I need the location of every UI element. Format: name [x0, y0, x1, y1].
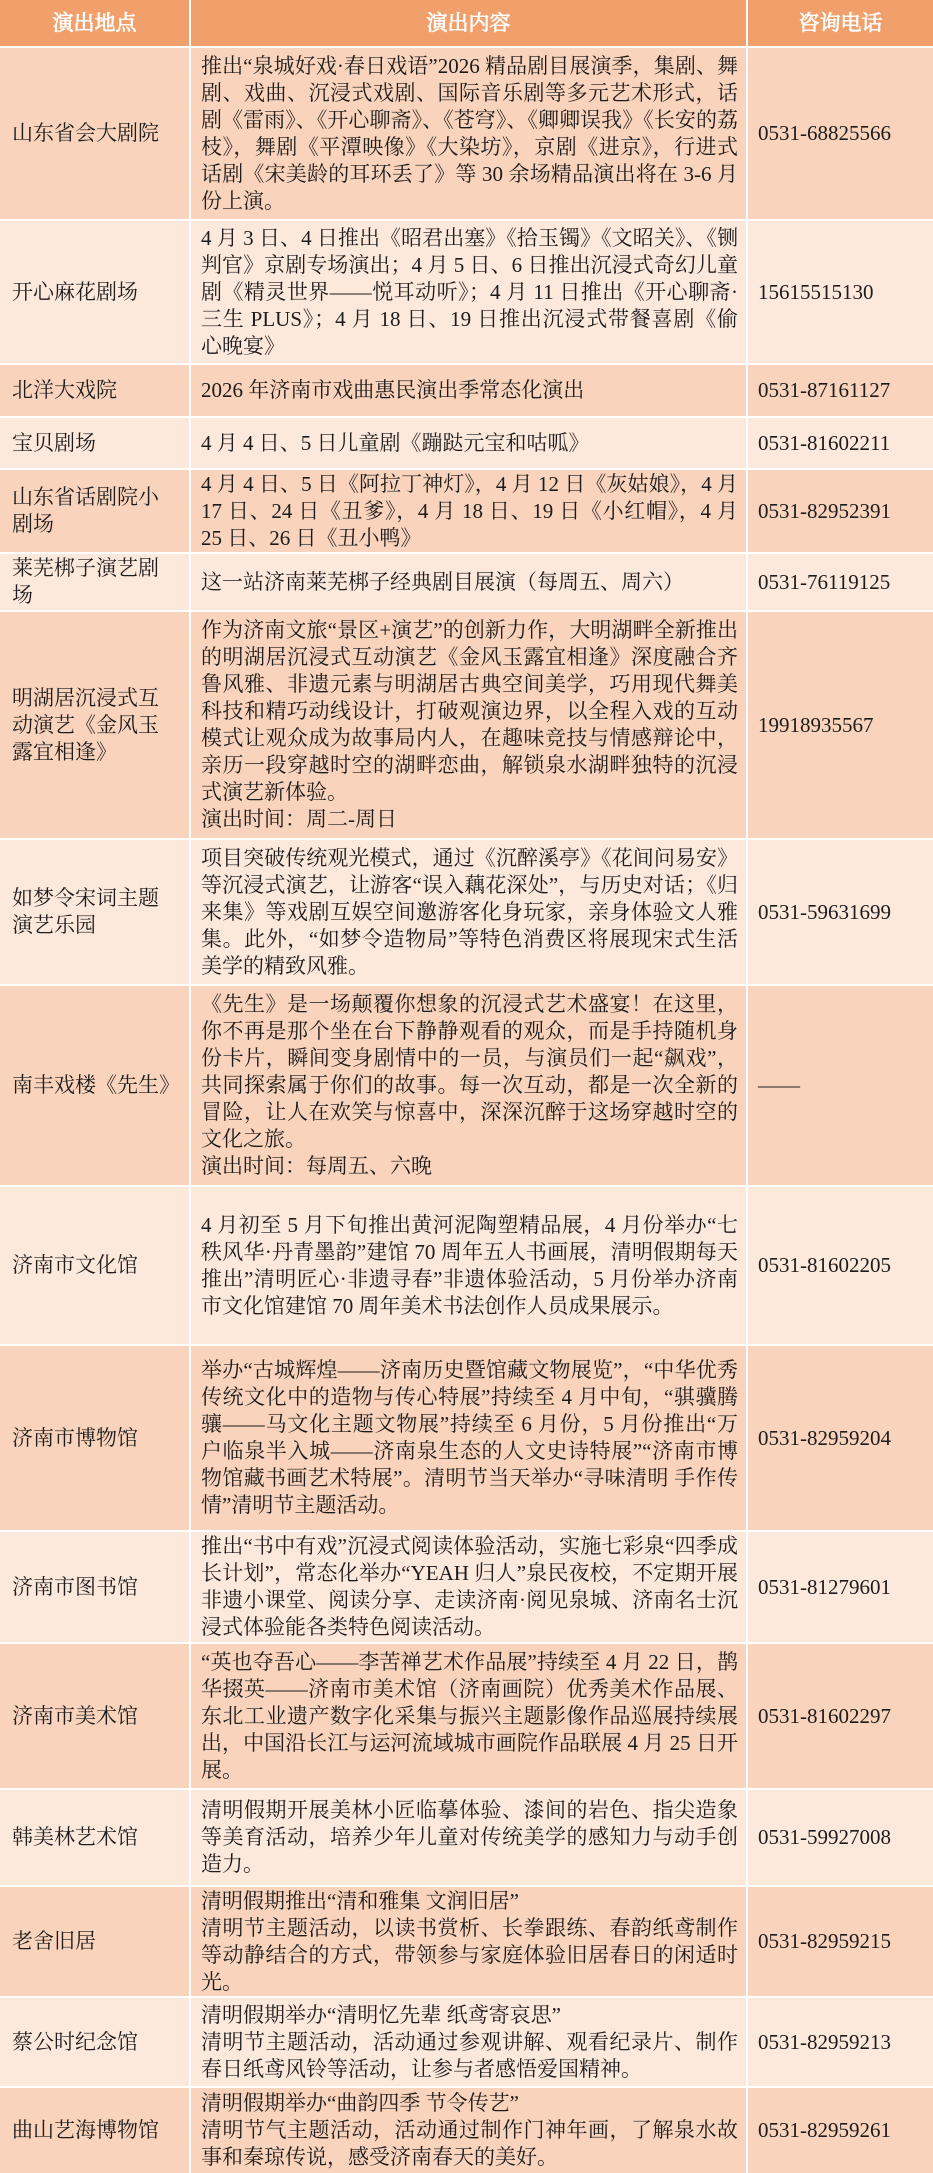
content-text: 项目突破传统观光模式，通过《沉醉溪亭》《花间问易安》等沉浸式演艺，让游客“误入藕花深处”，与历史对话；《归来集》等戏剧互娱空间邀游客化身玩家，亲身体验文人雅集。此外，“如梦令造物局”等特色消费区将展现宋式生活美学的精致风雅。 — [201, 845, 738, 978]
venue-name: 曲山艺海博物馆 — [12, 2118, 159, 2142]
content-text: 举办“古城辉煌——济南历史暨馆藏文物展览”，“中华优秀传统文化中的造物与传心特展”持续至 4 月中旬，“骐骥腾骧——马文化主题文物展”持续至 6 月份，5 月份推出“万户临泉半入城——济南泉生态的人文史诗特展”“济南市博物馆藏书画艺术特展”。清明节当天举办“寻味清明 手作传情”清明节主题活动。 — [201, 1358, 738, 1517]
content-cell — [191, 1887, 746, 1996]
event-title-text: 清明假期举办“曲韵四季 节令传艺” — [201, 2091, 519, 2115]
phone-number: —— — [758, 1073, 800, 1097]
content-text: 《先生》是一场颠覆你想象的沉浸式艺术盛宴！在这里，你不再是那个坐在台下静静观看的观众，而是手持随机身份卡片，瞬间变身剧情中的一员，与演员们一起“飙戏”，共同探索属于你们的故事。每一次互动，都是一次全新的冒险，让人在欢笑与惊喜中，深深沉醉于这场穿越时空的文化之旅。 — [201, 992, 738, 1151]
venue-name: 宝贝剧场 — [12, 430, 96, 455]
venue-name: 开心麻花剧场 — [12, 279, 138, 304]
content-cell — [191, 554, 746, 610]
venue-cell — [0, 554, 189, 610]
venue-name: 韩美林艺术馆 — [12, 1825, 138, 1849]
header-phone — [748, 0, 933, 46]
header-venue-label: 演出地点 — [52, 10, 137, 35]
event-title-text: 清明假期举办“清明忆先辈 纸鸢寄哀思” — [201, 2002, 561, 2027]
phone-cell — [748, 1644, 933, 1788]
content-text: 4 月 4 日、5 日《阿拉丁神灯》，4 月 12 日《灰姑娘》，4 月 17 日、24 日《丑爹》，4 月 18 日、19 日《小红帽》，4 月 25 日、26 日《丑小鸭》 — [201, 471, 738, 550]
content-text: 这一站济南莱芜梆子经典剧目展演（每周五、周六） — [201, 569, 684, 594]
phone-cell — [748, 1187, 933, 1344]
venue-name: 莱芜梆子演艺剧场 — [12, 556, 159, 607]
content-text: 推出“泉城好戏·春日戏语”2026 精品剧目展演季，集剧、舞剧、戏曲、沉浸式戏剧、国际音乐剧等多元艺术形式，话剧《雷雨》、《开心聊斋》、《苍穹》、《卿卿误我》《长安的荔枝》，舞剧《平潭映像》《大染坊》，京剧《进京》，行进式话剧《宋美龄的耳环丢了》等 30 余场精品演出将在 3-6 月份上演。 — [201, 53, 738, 213]
phone-number: 0531-59927008 — [758, 1825, 891, 1849]
venue-cell — [0, 365, 189, 416]
content-text: 清明节主题活动，活动通过参观讲解、观看纪录片、制作春日纸鸢风铃等活动，让参与者感悟爱国精神。 — [201, 2029, 738, 2081]
phone-cell — [748, 1790, 933, 1885]
content-text: 作为济南文旅“景区+演艺”的创新力作，大明湖畔全新推出的明湖居沉浸式互动演艺《金风玉露宜相逢》深度融合齐鲁风雅、非遗元素与明湖居古典空间美学，巧用现代舞美科技和精巧动线设计，打破观演边界，以全程入戏的互动模式让观众成为故事局内人，在趣味竞技与情感辩论中，亲历一段穿越时空的湖畔恋曲，解锁泉水湖畔独特的沉浸式演艺新体验。 — [201, 618, 738, 804]
content-text: 4 月初至 5 月下旬推出黄河泥陶塑精品展，4 月份举办“七秩风华·丹青墨韵”建馆 70 周年五人书画展，清明假期每天推出”清明匠心·非遗寻春”非遗体验活动，5 月份举办济南市文化馆建馆 70 周年美术书法创作人员成果展示。 — [201, 1212, 738, 1318]
content-text: 2026 年济南市戏曲惠民演出季常态化演出 — [201, 378, 585, 402]
header-phone-label: 咨询电话 — [798, 10, 883, 35]
content-cell — [191, 986, 746, 1185]
venue-name: 济南市文化馆 — [12, 1253, 138, 1277]
phone-cell — [748, 1346, 933, 1530]
show-time-text: 演出时间：每周五、六晚 — [201, 1154, 432, 1178]
venue-cell — [0, 470, 189, 552]
header-content-label: 演出内容 — [426, 10, 511, 35]
content-cell — [191, 470, 746, 552]
event-title-text: 清明假期推出“清和雅集 文润旧居” — [201, 1888, 519, 1913]
venue-name: 济南市图书馆 — [12, 1574, 138, 1599]
venue-cell — [0, 1998, 189, 2086]
content-cell — [191, 48, 746, 219]
phone-cell — [748, 470, 933, 552]
phone-cell — [748, 418, 933, 468]
phone-number: 0531-59631699 — [758, 899, 891, 924]
venue-cell — [0, 418, 189, 468]
header-content — [191, 0, 746, 46]
venue-name: 山东省话剧院小剧场 — [12, 485, 159, 536]
phone-cell — [748, 2088, 933, 2173]
venue-cell — [0, 1532, 189, 1642]
venue-cell — [0, 221, 189, 363]
phone-number: 0531-76119125 — [758, 569, 891, 594]
venue-cell — [0, 1644, 189, 1788]
phone-number: 0531-81602211 — [758, 430, 891, 455]
content-cell — [191, 1346, 746, 1530]
venue-cell — [0, 1187, 189, 1344]
content-text: 推出“书中有戏”沉浸式阅读体验活动，实施七彩泉“四季成长计划”，常态化举办“YEAH 归人”泉民夜校，不定期开展非遗小课堂、阅读分享、走读济南·阅见泉城、济南名士沉浸式体验能各类特色阅读活动。 — [201, 1534, 738, 1639]
phone-number: 0531-82959213 — [758, 2029, 891, 2054]
content-text: 清明假期开展美林小匠临摹体验、漆间的岩色、指尖造象等美育活动，培养少年儿童对传统美学的感知力与动手创造力。 — [201, 1798, 738, 1876]
content-text: 清明节主题活动，以读书赏析、长拳跟练、春韵纸鸢制作等动静结合的方式，带领参与家庭体验旧居春日的闲适时光。 — [201, 1915, 738, 1994]
content-cell — [191, 1998, 746, 2086]
phone-cell — [748, 365, 933, 416]
phone-number: 0531-82959215 — [758, 1929, 891, 1953]
phone-cell — [748, 48, 933, 219]
venue-cell — [0, 1887, 189, 1996]
phone-number: 19918935567 — [758, 712, 874, 737]
venue-name: 济南市美术馆 — [12, 1703, 138, 1728]
phone-cell — [748, 612, 933, 838]
phone-number: 0531-81602205 — [758, 1253, 891, 1277]
venue-name: 蔡公时纪念馆 — [12, 2029, 138, 2054]
venue-name: 老舍旧居 — [12, 1929, 96, 1953]
content-cell — [191, 365, 746, 416]
venue-name: 明湖居沉浸式互动演艺《金风玉露宜相逢》 — [12, 685, 159, 764]
venue-cell — [0, 48, 189, 219]
venue-name: 济南市博物馆 — [12, 1425, 138, 1450]
header-venue — [0, 0, 189, 46]
content-text: 4 月 4 日、5 日儿童剧《蹦跶元宝和咕呱》 — [201, 430, 590, 455]
phone-number: 0531-68825566 — [758, 121, 891, 145]
content-cell — [191, 840, 746, 984]
phone-number: 15615515130 — [758, 279, 874, 304]
content-cell — [191, 1532, 746, 1642]
content-cell — [191, 1644, 746, 1788]
content-cell — [191, 2088, 746, 2173]
phone-number: 0531-82959204 — [758, 1425, 891, 1450]
venue-cell — [0, 1346, 189, 1530]
venue-name: 北洋大戏院 — [12, 378, 117, 402]
content-cell — [191, 221, 746, 363]
phone-number: 0531-81602297 — [758, 1703, 891, 1728]
phone-cell — [748, 1887, 933, 1996]
phone-cell — [748, 1998, 933, 2086]
venue-cell — [0, 840, 189, 984]
venue-name: 南丰戏楼《先生》 — [12, 1073, 180, 1097]
phone-cell — [748, 221, 933, 363]
phone-cell — [748, 554, 933, 610]
content-cell — [191, 1187, 746, 1344]
venue-name: 如梦令宋词主题演艺乐园 — [12, 886, 159, 937]
phone-number: 0531-82952391 — [758, 498, 891, 523]
content-cell — [191, 612, 746, 838]
phone-cell — [748, 986, 933, 1185]
phone-number: 0531-87161127 — [758, 378, 891, 402]
content-cell — [191, 418, 746, 468]
venue-cell — [0, 612, 189, 838]
venue-cell — [0, 2088, 189, 2173]
phone-number: 0531-82959261 — [758, 2118, 891, 2142]
phone-cell — [748, 840, 933, 984]
content-text: 清明节气主题活动，活动通过制作门神年画，了解泉水故事和秦琼传说，感受济南春天的美好。 — [201, 2118, 738, 2169]
venue-cell — [0, 1790, 189, 1885]
venue-cell — [0, 986, 189, 1185]
phone-cell — [748, 1532, 933, 1642]
content-cell — [191, 1790, 746, 1885]
phone-number: 0531-81279601 — [758, 1574, 891, 1599]
show-time-text: 演出时间：周二-周日 — [201, 807, 397, 831]
content-text: “英也夺吾心——李苦禅艺术作品展”持续至 4 月 22 日，鹊华掇英——济南市美术馆（济南画院）优秀美术作品展、东北工业遗产数字化采集与振兴主题影像作品巡展持续展出，中国沿长江与运河流域城市画院作品联展 4 月 25 日开展。 — [201, 1649, 738, 1782]
venue-name: 山东省会大剧院 — [12, 121, 159, 145]
content-text: 4 月 3 日、4 日推出《昭君出塞》《拾玉镯》《文昭关》、《铡判官》京剧专场演出；4 月 5 日、6 日推出沉浸式奇幻儿童剧《精灵世界——悦耳动听》；4 月 11 日推出《开心聊斋·三生 PLUS》；4 月 18 日、19 日推出沉浸式带餐喜剧《偷心晚宴》 — [201, 225, 738, 358]
